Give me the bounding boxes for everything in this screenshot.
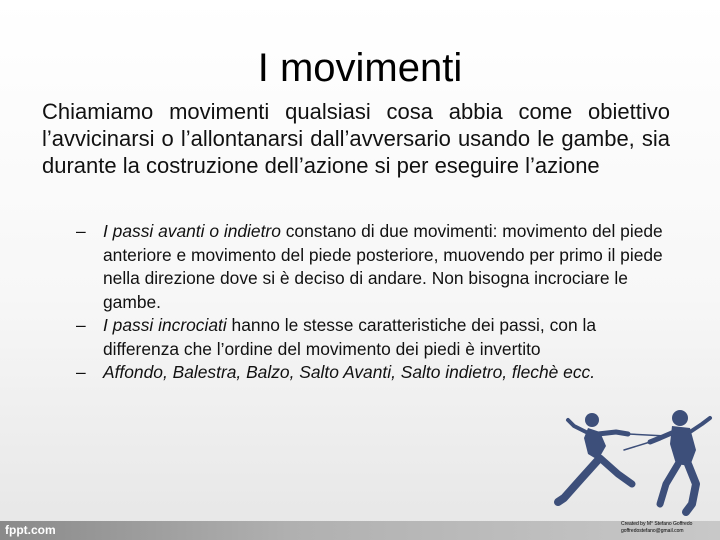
bullet-item [76,314,672,361]
bullet-italic-text: I passi avanti o indietro [103,221,281,241]
footer-bar [0,521,720,540]
footer-credits [621,521,718,535]
bullet-item [76,220,672,314]
intro-paragraph: Chiamiamo movimenti qualsiasi cosa abbia come obiettivo l’avvicinarsi o l’allontanarsi dall’avversario usando le gambe, sia durante la costruzione dell’azione si per eseguire l’azione [42,99,670,178]
footer-brand-logo: fppt.com [5,523,56,537]
bullet-italic-text: I passi incrociati [103,315,227,335]
bullet-dash: – [76,315,86,335]
bullet-dash: – [76,362,86,382]
fencers-silhouette-icon [540,380,720,520]
bullet-italic-text: Affondo, Balestra, Balzo, Salto Avanti, Salto indietro, flechè ecc. [103,362,596,382]
credit-author: Created by M° Stefano Goffredo [621,521,693,527]
bullet-text: constano di due movimenti: movimento del piede anteriore e movimento del piede posteriore, muovendo per primo il piede nella direzione dove si è deciso di andare. Non bisogna incrociare le gambe. [103,221,663,312]
credit-email: goffredostefano@gmail.com [621,528,684,534]
slide-title: I movimenti [257,46,463,90]
bullet-text: hanno le stesse caratteristiche dei passi, con la differenza che l’ordine del movimento dei piedi è invertito [103,315,596,359]
bullet-dash: – [76,221,86,241]
bullet-list [76,220,672,385]
